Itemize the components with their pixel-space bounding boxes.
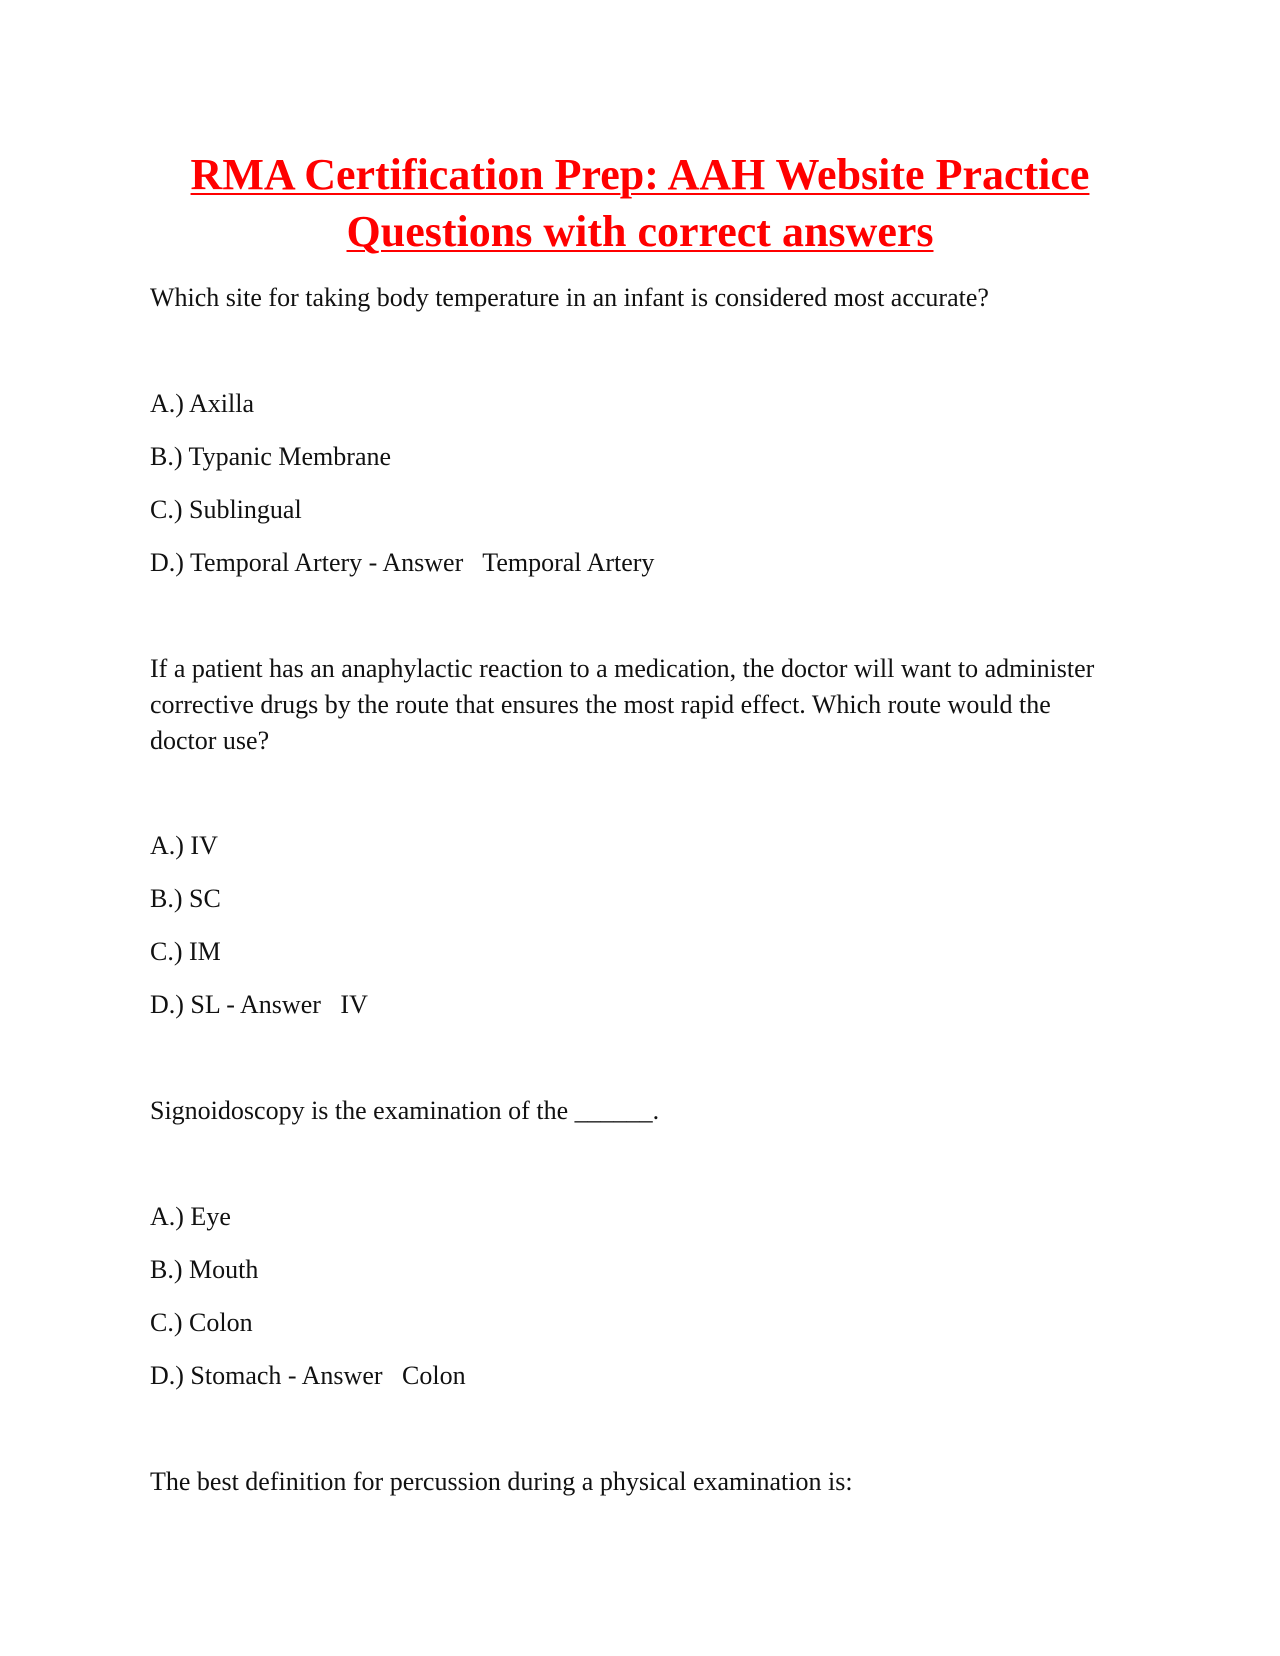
question-3-text: Signoidoscopy is the examination of the ______. <box>150 1096 660 1125</box>
question-2-option-a: A.) IV <box>150 831 218 860</box>
question-1-option-d-answer: D.) Temporal Artery - Answer Temporal Artery <box>150 548 655 577</box>
question-4-text: The best definition for percussion during a physical examination is: <box>150 1467 853 1496</box>
question-2-option-d-answer: D.) SL - Answer IV <box>150 990 368 1019</box>
question-3-option-a: A.) Eye <box>150 1202 231 1231</box>
question-2-text: If a patient has an anaphylactic reaction to a medication, the doctor will want to administer corrective drugs by the route that ensures the most rapid effect. Which route would the doctor use? <box>150 654 1095 755</box>
question-2-option-b: B.) SC <box>150 884 221 913</box>
document-title: RMA Certification Prep: AAH Website Practice Questions with correct answers <box>190 150 1090 256</box>
question-3-option-b: B.) Mouth <box>150 1255 259 1284</box>
question-2-option-c: C.) IM <box>150 937 221 966</box>
question-3-option-d-answer: D.) Stomach - Answer Colon <box>150 1361 466 1390</box>
question-1-text: Which site for taking body temperature in an infant is considered most accurate? <box>150 283 989 312</box>
question-1-option-a: A.) Axilla <box>150 389 254 418</box>
question-1-option-b: B.) Typanic Membrane <box>150 442 392 471</box>
question-1-option-c: C.) Sublingual <box>150 495 302 524</box>
question-3-option-c: C.) Colon <box>150 1308 253 1337</box>
